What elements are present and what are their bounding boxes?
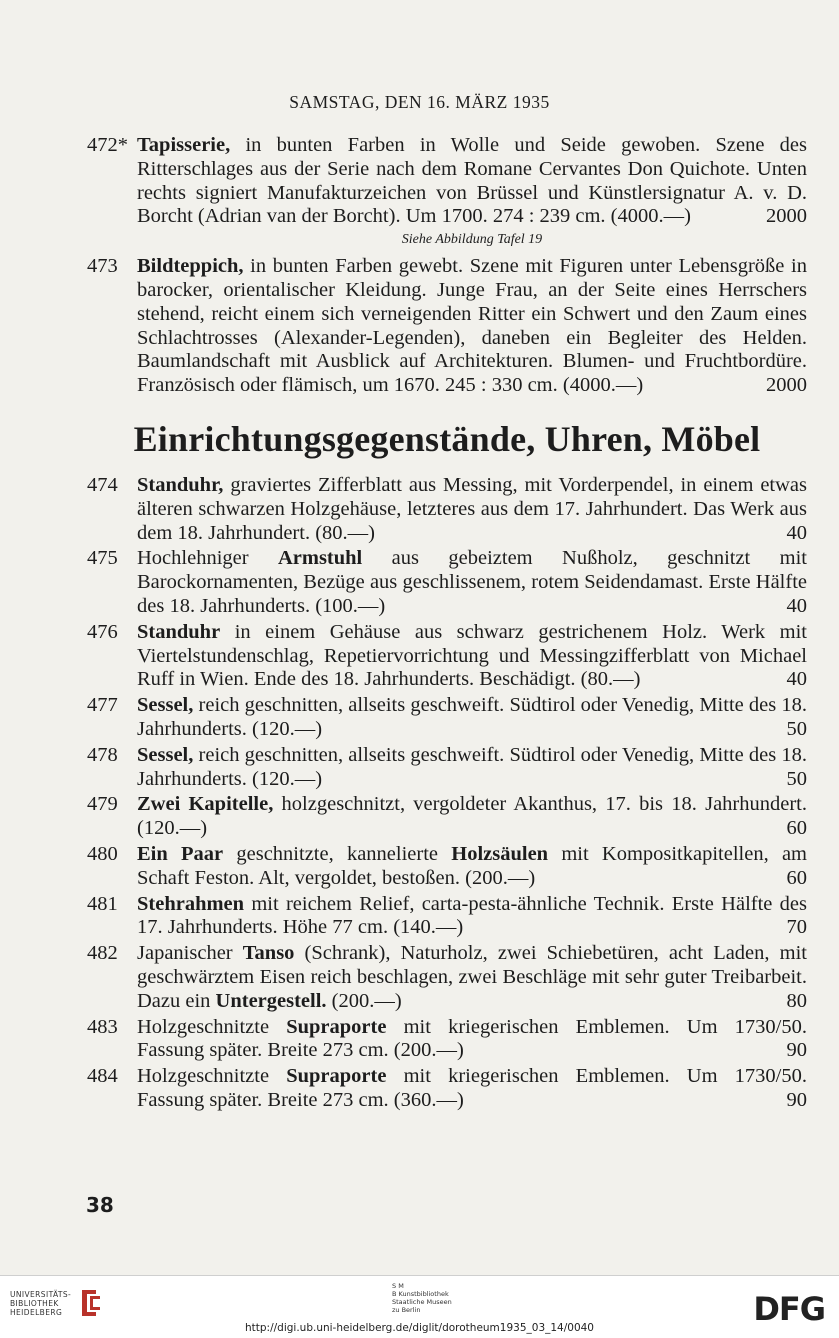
catalog-entry xyxy=(87,793,807,841)
university-seal-icon xyxy=(78,1286,104,1320)
lot-description xyxy=(137,621,807,692)
lot-price: 90 xyxy=(786,1039,807,1062)
stamp-line: S M xyxy=(392,1282,404,1290)
lot-text: (200.—) xyxy=(326,989,402,1012)
catalog-entry xyxy=(87,474,807,545)
lot-text: in bunten Farben gewebt. Szene mit Figuren unter Lebensgröße in barocker, orientalischer Kleidung. Junge Frau, an der Seite eines Herrschers stehend, reicht einem sich verneigenden Ritter ein Schwert und den Zaum eines Schlachtrosses (Alexander-Legenden), daneben ein Begleiter des Helden. Baumlandschaft mit Ausblick auf Architekturen. Blumen- und Fruchtbordüre. Französisch oder flämisch, um 1670. 245 : 330 cm. (4000.—) xyxy=(137,255,807,397)
lot-title: Armstuhl xyxy=(277,547,363,570)
lot-title: Ein Paar xyxy=(137,842,224,865)
lot-title: Untergestell. xyxy=(215,989,327,1012)
lot-text: mit Kompositkapitellen, am Schaft Feston. Alt, vergoldet, bestoßen. (200.—) xyxy=(137,842,807,889)
catalog-entry xyxy=(87,134,807,229)
lot-number: 484 xyxy=(87,1065,118,1088)
lot-title: Sessel, xyxy=(137,743,194,766)
lot-text: mit kriegerischen Emblemen. Um 1730/50. Fassung später. Breite 273 cm. (360.—) xyxy=(137,1065,807,1111)
stamp-line: zu Berlin xyxy=(392,1306,421,1314)
catalog-entry xyxy=(87,694,807,742)
lot-text: mit kriegerischen Emblemen. Um 1730/50. Fassung später. Breite 273 cm. (200.—) xyxy=(137,1015,807,1062)
lot-price: 2000 xyxy=(766,374,807,397)
lot-price: 40 xyxy=(786,521,807,544)
lot-title: Stehrahmen xyxy=(137,892,245,915)
lot-price: 50 xyxy=(786,767,807,790)
lot-price: 40 xyxy=(786,594,807,617)
lot-number: 481 xyxy=(87,892,118,915)
lot-description xyxy=(137,134,807,229)
lot-number: 474 xyxy=(87,473,118,496)
catalog-entry xyxy=(87,744,807,792)
source-url-link[interactable]: http://digi.ub.uni-heidelberg.de/diglit/dorotheum1935_03_14/0040 xyxy=(245,1322,594,1334)
lot-text: Holzgeschnitzte xyxy=(137,1015,287,1038)
lot-title: Standuhr xyxy=(137,620,221,643)
lot-text: graviertes Zifferblatt aus Messing, mit Vorderpendel, in einem etwas älteren schwarzen Holzgehäuse, letzteres aus dem 17. Jahrhundert. Das Werk aus dem 18. Jahrhundert. (80.—) xyxy=(137,473,807,544)
lot-price: 80 xyxy=(786,989,807,1012)
lot-price: 70 xyxy=(786,916,807,939)
lot-price: 60 xyxy=(786,817,807,840)
lot-title: Holzsäulen xyxy=(451,842,549,865)
lot-description xyxy=(137,1016,807,1064)
footer-bar xyxy=(0,1275,839,1338)
lot-text: Japanischer xyxy=(137,942,243,965)
lot-title: Sessel, xyxy=(137,694,194,717)
entries-bottom xyxy=(87,474,807,1113)
catalog-entry xyxy=(87,255,807,398)
section-heading: Einrichtungsgegenstände, Uhren, Möbel xyxy=(133,418,761,459)
lot-text: in bunten Farben in Wolle und Seide gewoben. Szene des Ritterschlages aus der Serie nach dem Romane Cervantes Don Quichote. Unten rechts signiert Manufakturzeichen von Brüssel und Künstlersignatur A. v. D. Borcht (Adrian van der Borcht). Um 1700. 274 : 239 cm. (4000.—) xyxy=(137,134,807,228)
lot-number: 480 xyxy=(87,842,118,865)
lot-title: Tanso xyxy=(242,942,295,965)
catalog-entry xyxy=(87,547,807,618)
lot-text: (Schrank), Naturholz, zwei Schiebetüren, acht Laden, mit geschwärztem Eisen reich beschlagen, zwei Beschläge mit sehr guter Treibarbeit. Dazu ein xyxy=(137,942,807,1012)
uni-line: HEIDELBERG xyxy=(10,1308,63,1317)
catalog-entry xyxy=(87,1065,807,1113)
lot-number: 476 xyxy=(87,620,118,643)
lot-description xyxy=(137,547,807,618)
lot-title: Zwei Kapitelle, xyxy=(137,793,274,816)
lot-number: 473 xyxy=(87,255,118,278)
lot-price: 40 xyxy=(786,668,807,691)
lot-description xyxy=(137,474,807,545)
lot-price: 50 xyxy=(786,717,807,740)
lot-title: Supraporte xyxy=(286,1065,387,1088)
lot-title: Supraporte xyxy=(286,1015,387,1038)
entries-top xyxy=(87,134,807,398)
museum-stamp xyxy=(392,1282,512,1314)
page-number: 38 xyxy=(86,1193,114,1217)
lot-text: reich geschnitten, allseits geschweift. Südtirol oder Venedig, Mitte des 18. Jahrhunderts. (120.—) xyxy=(137,694,807,740)
plate-reference: Siehe Abbildung Tafel 19 xyxy=(401,232,543,248)
lot-description xyxy=(137,694,807,742)
catalog-entry xyxy=(87,621,807,692)
page-header: SAMSTAG, DEN 16. MÄRZ 1935 xyxy=(289,92,550,112)
lot-number: 475 xyxy=(87,547,118,570)
lot-description xyxy=(137,1065,807,1113)
lot-text: Hochlehniger xyxy=(137,547,278,570)
dfg-logo[interactable]: DFG xyxy=(753,1290,825,1328)
lot-number: 483 xyxy=(87,1015,118,1038)
lot-number: 482 xyxy=(87,942,118,965)
lot-description xyxy=(137,255,807,398)
catalog-entry xyxy=(87,843,807,891)
lot-text: reich geschnitten, allseits geschweift. Südtirol oder Venedig, Mitte des 18. Jahrhunderts. (120.—) xyxy=(137,743,807,790)
lot-number: 472* xyxy=(87,134,128,156)
lot-title: Standuhr, xyxy=(137,473,224,496)
lot-text: Holzgeschnitzte xyxy=(137,1065,287,1088)
lot-price: 2000 xyxy=(766,205,807,228)
stamp-line: Staatliche Museen xyxy=(392,1298,452,1306)
catalog-entry xyxy=(87,893,807,941)
university-library-logo[interactable] xyxy=(10,1290,71,1317)
lot-number: 479 xyxy=(87,793,118,816)
lot-text: holzgeschnitzt, vergoldeter Akanthus, 17. bis 18. Jahrhundert. (120.—) xyxy=(137,793,807,840)
lot-text: in einem Gehäuse aus schwarz gestrichenem Holz. Werk mit Viertelstundenschlag, Repetiervorrichtung und Messingzifferblatt von Michael Ruff in Wien. Ende des 18. Jahrhunderts. Beschädigt. (80.—) xyxy=(137,620,807,691)
catalog-entries xyxy=(87,134,807,1115)
lot-title: Bildteppich, xyxy=(137,255,244,278)
lot-description xyxy=(137,893,807,941)
stamp-line: B Kunstbibliothek xyxy=(392,1290,449,1298)
lot-text: geschnitzte, kannelierte xyxy=(223,842,452,865)
catalog-entry xyxy=(87,1016,807,1064)
lot-price: 90 xyxy=(786,1088,807,1111)
catalog-entry xyxy=(87,942,807,1013)
lot-description xyxy=(137,793,807,841)
uni-line: BIBLIOTHEK xyxy=(10,1299,59,1308)
lot-text: mit reichem Relief, carta-pesta-ähnliche Technik. Erste Hälfte des 17. Jahrhunderts. Höhe 77 cm. (140.—) xyxy=(137,892,807,939)
lot-number: 477 xyxy=(87,694,118,717)
lot-price: 60 xyxy=(786,866,807,889)
lot-description xyxy=(137,744,807,792)
lot-description xyxy=(137,942,807,1013)
lot-title: Tapisserie, xyxy=(137,134,231,156)
lot-number: 478 xyxy=(87,743,118,766)
lot-text: aus gebeiztem Nußholz, geschnitzt mit Barockornamenten, Bezüge aus geschlissenem, rotem Seidendamast. Erste Hälfte des 18. Jahrhunderts. (100.—) xyxy=(137,547,807,617)
uni-line: UNIVERSITÄTS- xyxy=(10,1290,72,1299)
lot-description xyxy=(137,843,807,891)
